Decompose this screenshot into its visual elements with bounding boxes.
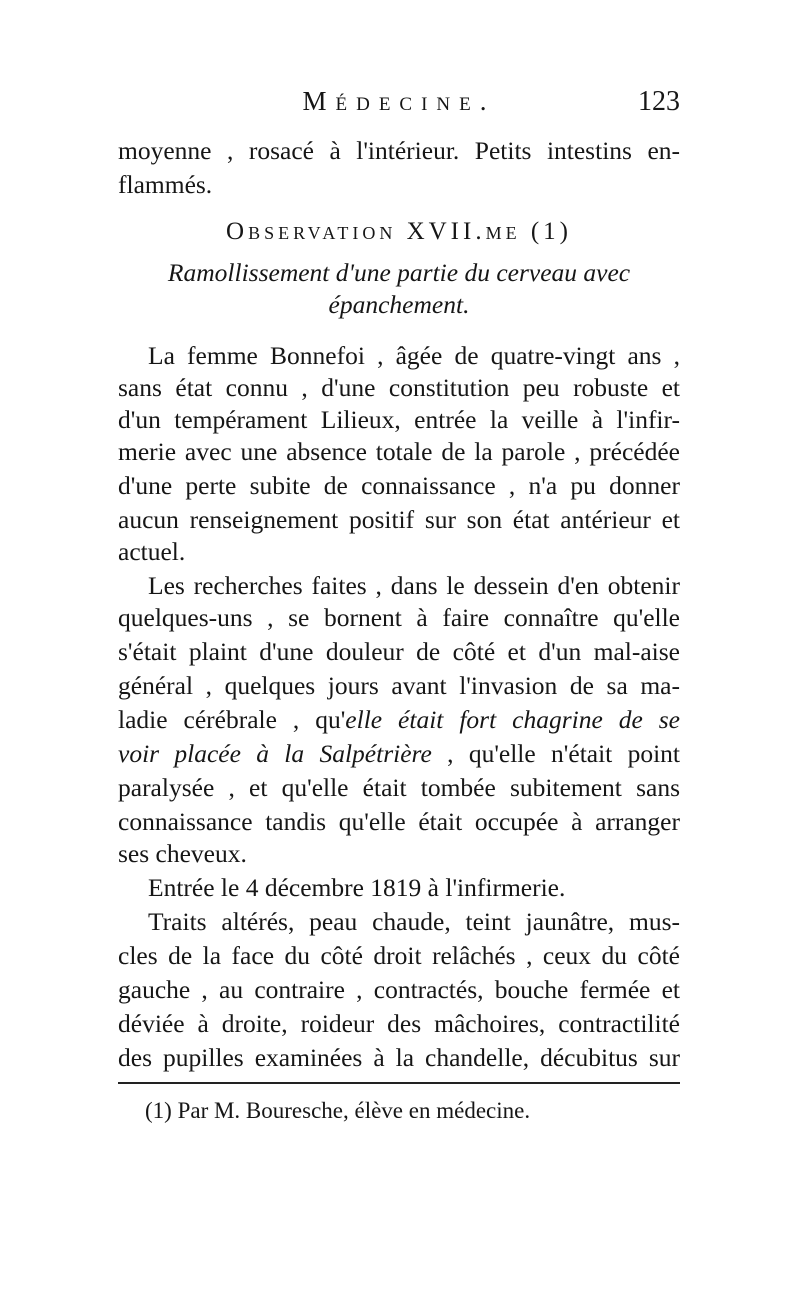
- text-line: général , quelques jours avant l'invasion de sa ma-: [118, 671, 680, 700]
- observation-subtitle: épanchement.: [328, 290, 470, 319]
- observation-subtitle: Ramollissement d'une partie du cerveau avec: [167, 258, 631, 287]
- text-line: s'était plaint d'une douleur de côté et d'un mal-aise: [118, 637, 680, 666]
- text-segment: , qu'elle n'était point: [431, 739, 680, 768]
- text-segment: ladie cérébrale , qu': [118, 705, 346, 734]
- text-line: cles de la face du côté droit relâchés , ceux du côté: [118, 941, 680, 970]
- text-line: [118, 705, 680, 735]
- text-line: déviée à droite, roideur des mâchoires, contractilité: [118, 1009, 680, 1038]
- text-line: sans état connu , d'une constitution peu robuste et: [118, 373, 680, 402]
- observation-heading: Observation XVII.me (1): [226, 218, 572, 245]
- text-line: ses cheveux.: [118, 839, 247, 868]
- page-header: [118, 86, 680, 126]
- italic-segment: voir placée à la Salpétrière: [118, 739, 432, 768]
- text-line: La femme Bonnefoi , âgée de quatre-vingt ans ,: [148, 341, 680, 370]
- text-line: aucun renseignement positif sur son état antérieur et: [118, 505, 680, 534]
- text-line: d'une perte subite de connaissance , n'a pu donner: [118, 471, 680, 500]
- italic-segment: elle était fort chagrine de se: [345, 705, 680, 734]
- running-title: Médecine.: [302, 86, 496, 116]
- text-line: quelques-uns , se bornent à faire connaître qu'elle: [118, 603, 680, 632]
- footnote-rule: [118, 1082, 680, 1084]
- text-line: d'un tempérament Lilieux, entrée la veille à l'infir-: [118, 405, 680, 434]
- text-line: Traits altérés, peau chaude, teint jaunâtre, mus-: [148, 907, 680, 936]
- text-line: paralysée , et qu'elle était tombée subitement sans: [118, 773, 680, 802]
- text-line: Entrée le 4 décembre 1819 à l'infirmerie.: [148, 873, 566, 902]
- text-line: flammés.: [118, 170, 213, 199]
- text-line: gauche , au contraire , contractés, bouche fermée et: [118, 975, 680, 1004]
- text-line: Les recherches faites , dans le dessein d'en obtenir: [148, 571, 680, 600]
- footnote: (1) Par M. Bouresche, élève en médecine.: [145, 1098, 531, 1123]
- text-line: actuel.: [118, 537, 186, 566]
- text-line: des pupilles examinées à la chandelle, décubitus sur: [118, 1043, 680, 1072]
- page-number: 123: [638, 86, 680, 117]
- text-line: merie avec une absence totale de la parole , précédée: [118, 437, 680, 466]
- text-line: moyenne , rosacé à l'intérieur. Petits intestins en-: [118, 136, 680, 165]
- text-line: connaissance tandis qu'elle était occupée à arranger: [118, 807, 680, 836]
- text-line: [118, 739, 680, 769]
